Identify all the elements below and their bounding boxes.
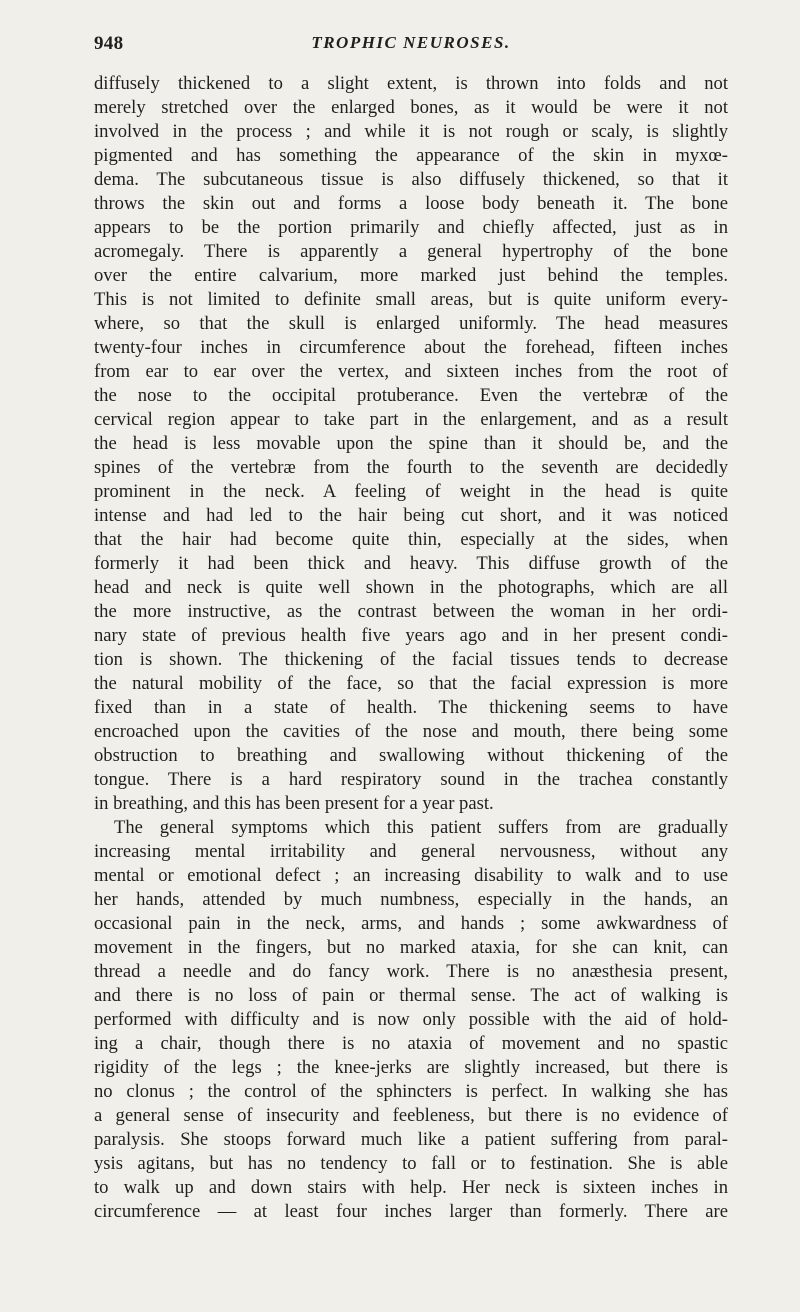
text-line: rigidity of the legs ; the knee-jerks are slightly increased, but there is — [94, 1057, 728, 1078]
text-line: performed with difficulty and is now only possible with the aid of hold- — [94, 1009, 728, 1030]
running-title: TROPHIC NEUROSES. — [311, 33, 511, 52]
text-line: cervical region appear to take part in the enlargement, and as a result — [94, 409, 728, 430]
text-line: increasing mental irritability and general nervousness, without any — [94, 841, 728, 862]
text-line: that the hair had become quite thin, especially at the sides, when — [94, 529, 728, 550]
text-line: to walk up and down stairs with help. Her neck is sixteen inches in — [94, 1177, 728, 1198]
text-line: the natural mobility of the face, so that the facial expression is more — [94, 673, 728, 694]
text-line: obstruction to breathing and swallowing without thickening of the — [94, 745, 728, 766]
text-line: in breathing, and this has been present for a year past. — [94, 793, 494, 814]
text-line: throws the skin out and forms a loose body beneath it. The bone — [94, 193, 728, 214]
text-line: the nose to the occipital protuberance. Even the vertebræ of the — [94, 385, 728, 406]
text-line: the more instructive, as the contrast between the woman in her ordi- — [94, 601, 728, 622]
text-line: the head is less movable upon the spine than it should be, and the — [94, 433, 728, 454]
text-line: from ear to ear over the vertex, and sixteen inches from the root of — [94, 361, 728, 382]
text-line: fixed than in a state of health. The thickening seems to have — [94, 697, 728, 718]
text-line: ing a chair, though there is no ataxia of movement and no spastic — [94, 1033, 728, 1054]
text-line: no clonus ; the control of the sphincters is perfect. In walking she has — [94, 1081, 728, 1102]
text-line: This is not limited to definite small areas, but is quite uniform every- — [94, 289, 728, 310]
page-number: 948 — [94, 33, 124, 54]
text-line: paralysis. She stoops forward much like a patient suffering from paral- — [94, 1129, 728, 1150]
text-line: prominent in the neck. A feeling of weight in the head is quite — [94, 481, 728, 502]
text-line: encroached upon the cavities of the nose and mouth, there being some — [94, 721, 728, 742]
text-line: intense and had led to the hair being cut short, and it was noticed — [94, 505, 728, 526]
text-line: tion is shown. The thickening of the facial tissues tends to decrease — [94, 649, 728, 670]
text-line: formerly it had been thick and heavy. This diffuse growth of the — [94, 553, 728, 574]
text-line: circumference — at least four inches larger than formerly. There are — [94, 1201, 728, 1222]
text-line: dema. The subcutaneous tissue is also diffusely thickened, so that it — [94, 169, 728, 190]
text-line: involved in the process ; and while it is not rough or scaly, is slightly — [94, 121, 728, 142]
text-line: pigmented and has something the appearance of the skin in myxœ- — [94, 145, 728, 166]
text-line: appears to be the portion primarily and chiefly affected, just as in — [94, 217, 728, 238]
text-line: where, so that the skull is enlarged uniformly. The head measures — [94, 313, 728, 334]
text-line: The general symptoms which this patient suffers from are gradually — [114, 817, 728, 838]
text-line: merely stretched over the enlarged bones, as it would be were it not — [94, 97, 728, 118]
body-text — [94, 72, 728, 1224]
text-line: head and neck is quite well shown in the photographs, which are all — [94, 577, 728, 598]
text-line: nary state of previous health five years ago and in her present condi- — [94, 625, 728, 646]
text-line: occasional pain in the neck, arms, and hands ; some awkwardness of — [94, 913, 728, 934]
page-header — [94, 33, 728, 57]
text-line: ysis agitans, but has no tendency to fall or to festination. She is able — [94, 1153, 728, 1174]
text-line: her hands, attended by much numbness, especially in the hands, an — [94, 889, 728, 910]
text-line: mental or emotional defect ; an increasing disability to walk and to use — [94, 865, 728, 886]
text-line: thread a needle and do fancy work. There is no anæsthesia present, — [94, 961, 728, 982]
text-line: and there is no loss of pain or thermal sense. The act of walking is — [94, 985, 728, 1006]
text-line: spines of the vertebræ from the fourth to the seventh are decidedly — [94, 457, 728, 478]
text-line: acromegaly. There is apparently a general hypertrophy of the bone — [94, 241, 728, 262]
text-line: over the entire calvarium, more marked just behind the temples. — [94, 265, 728, 286]
text-line: a general sense of insecurity and feebleness, but there is no evidence of — [94, 1105, 728, 1126]
text-line: tongue. There is a hard respiratory sound in the trachea constantly — [94, 769, 728, 790]
text-line: movement in the fingers, but no marked ataxia, for she can knit, can — [94, 937, 728, 958]
text-line: diffusely thickened to a slight extent, is thrown into folds and not — [94, 73, 728, 94]
text-line: twenty-four inches in circumference about the forehead, fifteen inches — [94, 337, 728, 358]
